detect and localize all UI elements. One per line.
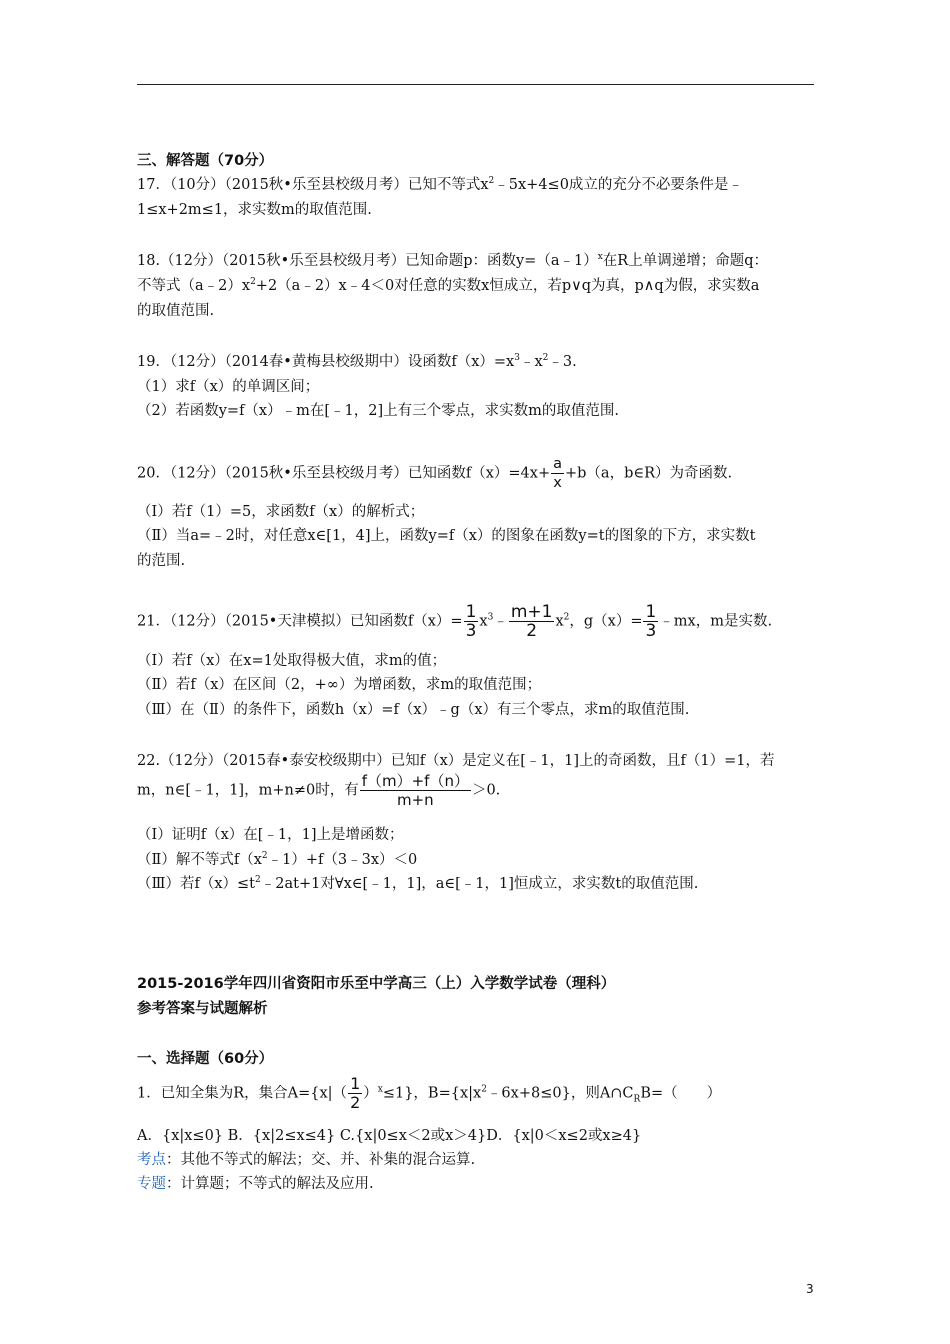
- q21-line-1: 21．（12分）（2015•天津模拟）已知函数f（x）= $\frac{1}{3}$ $x^3﹣$ $\frac{m+1}{2}$ $x^2$，g（x）= $\frac{1}{3}$ ﹣mx，m是实数.: [137, 602, 773, 641]
- q22-line-4: （Ⅱ）解不等式$f(x^2﹣1)+f(3﹣3x)<0$: [137, 851, 418, 868]
- q1-zhuanti: 专题：计算题；不等式的解法及应用.: [137, 1176, 374, 1192]
- q20-fraction: $\frac{a}{x}$: [553, 456, 562, 491]
- q21-line-2: （Ⅰ）若f（x）在x=1处取得极大值，求m的值；: [137, 653, 447, 669]
- q17-line-1: 17．（10分）（2015秋•乐至县校级月考）已知不等式$x^2﹣5x+4\le 0$成立的充分不必要条件是﹣: [137, 176, 743, 193]
- q1-fraction: $\frac{1}{2}$: [350, 1074, 361, 1112]
- q18-line-3: 的取值范围.: [137, 303, 215, 319]
- q20-line-3: （Ⅱ）当a=﹣2时，对任意x∈[1，4]上，函数y=f（x）的图象在函数y=t的图象的下方，求实数t: [137, 528, 756, 544]
- q19-line-1: 19．（12分）（2014春•黄梅县校级期中）设函数$f(x)=x^3﹣x^2﹣3$.: [137, 353, 577, 370]
- q21-line-3: （Ⅱ）若f（x）在区间（2，+∞）为增函数，求m的取值范围；: [137, 677, 542, 693]
- section-1-title: 一、选择题（60分）: [137, 1051, 274, 1067]
- q17-line-2: 1≤x+2m≤1，求实数m的取值范围.: [137, 202, 372, 218]
- q1-kaodian: 考点：其他不等式的解法；交、并、补集的混合运算.: [137, 1152, 476, 1168]
- q1-options: A．{x|x≤0} B．{x|2≤x≤4} C.{x|0≤x＜2或x＞4}D．{x|0＜x≤2或x≥4}: [137, 1128, 642, 1144]
- q22-line-3: （Ⅰ）证明f（x）在[﹣1，1]上是增函数；: [137, 827, 404, 843]
- q21-fraction-2: $\frac{m+1}{2}$: [510, 602, 553, 641]
- kaodian-label: 考点: [137, 1152, 166, 1168]
- q22-line-2: m，n∈[﹣1，1]，m+n≠0时，有 $\frac{f(m)+f(n)}{m+n}$ ＞0.: [137, 772, 501, 809]
- q1-line-1: 1．已知全集为R，集合A={x|（ $\frac{1}{2}$ ）$^x$≤1}，$B=\{x|x^2﹣6x+8\le 0\}$，则$A\cap C_RB=$（ ）: [137, 1074, 722, 1112]
- q22-line-1: 22.（12分）（2015春•泰安校级期中）已知f（x）是定义在[﹣1，1]上的奇函数，且f（1）=1，若: [137, 753, 775, 769]
- q21-line-4: （Ⅲ）在（Ⅱ）的条件下，函数h（x）=f（x）﹣g（x）有三个零点，求m的取值范围.: [137, 702, 690, 718]
- q20-line-4: 的范围.: [137, 553, 186, 569]
- answer-subtitle: 参考答案与试题解析: [137, 1001, 268, 1017]
- q22-fraction: $\frac{f(m)+f(n)}{m+n}$: [361, 772, 469, 809]
- answer-title: 2015-2016学年四川省资阳市乐至中学高三（上）入学数学试卷（理科）: [137, 976, 616, 992]
- zhuanti-label: 专题: [137, 1176, 166, 1192]
- section-3-title: 三、解答题（70分）: [137, 153, 274, 169]
- q18-line-1: 18.（12分）（2015秋•乐至县校级月考）已知命题p：函数y=（a﹣1）$^x$在R上单调递增；命题q：: [137, 252, 768, 269]
- q20-line-1: 20．（12分）（2015秋•乐至县校级月考）已知函数f（x）=4x+ $\frac{a}{x}$ +b（a，b∈R）为奇函数.: [137, 456, 733, 491]
- q21-fraction-3: $\frac{1}{3}$: [645, 602, 657, 641]
- header-rule: [137, 84, 814, 85]
- q18-line-2: 不等式$(a﹣2)x^2+2(a﹣2)x﹣4<0$对任意的实数x恒成立，若p∨q为真，p∧q为假，求实数a: [137, 277, 760, 294]
- q22-line-5: （Ⅲ）若$f(x)\le t^2﹣2at+1$对∀x∈[﹣1，1]，a∈[﹣1，1]恒成立，求实数t的取值范围.: [137, 875, 699, 892]
- q21-fraction-1: $\frac{1}{3}$: [465, 602, 477, 641]
- page-number: 3: [806, 1282, 814, 1296]
- q20-line-2: （Ⅰ）若f（1）=5，求函数f（x）的解析式；: [137, 504, 425, 520]
- q19-line-2: （1）求f（x）的单调区间；: [137, 379, 320, 395]
- q19-line-3: （2）若函数y=f（x）﹣m在[﹣1，2]上有三个零点，求实数m的取值范围.: [137, 403, 619, 419]
